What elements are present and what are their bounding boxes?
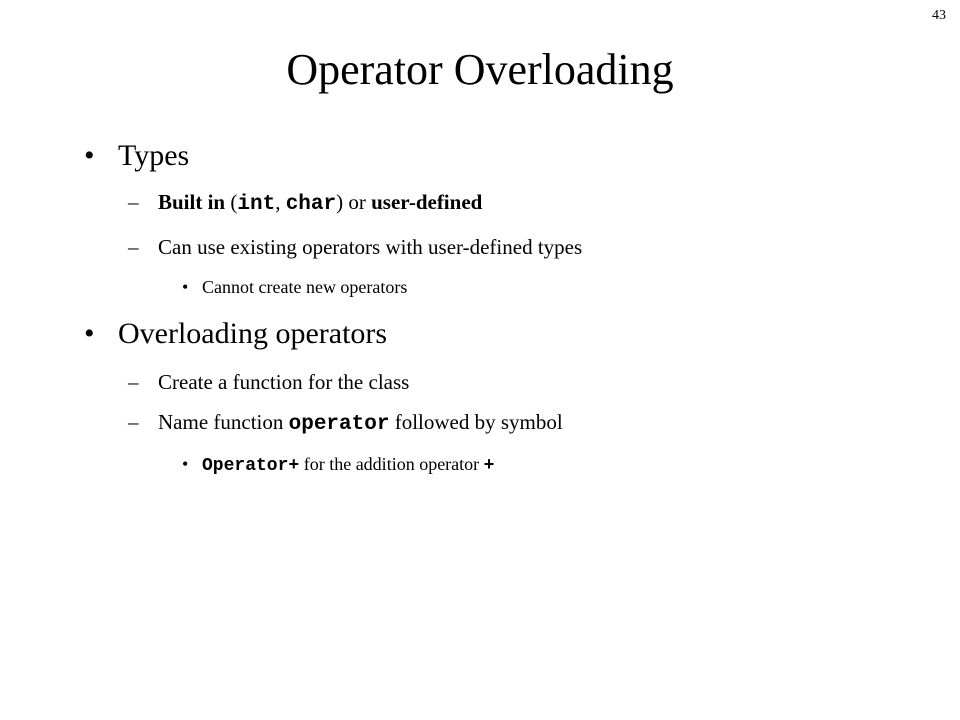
paren-open: ( [225, 190, 238, 214]
dash-icon: – [128, 235, 139, 259]
bullet-overloading-operators [84, 316, 387, 352]
int-keyword: int [237, 193, 276, 216]
dash-icon: – [128, 410, 139, 434]
plus-symbol: + [483, 456, 495, 476]
sub-sub-bullet-operator-plus [182, 453, 494, 477]
name-function-after: followed by symbol [389, 410, 563, 434]
paren-close: ) [336, 190, 344, 214]
operator-plus-text: for the addition operator [299, 454, 484, 474]
sub-bullet-create-function [128, 369, 409, 395]
dash-icon: – [128, 190, 139, 214]
operator-keyword: operator [288, 413, 390, 436]
bullet-types [84, 138, 189, 174]
name-function-before: Name function [158, 410, 289, 434]
char-keyword: char [285, 193, 337, 216]
bullet-types-label: Types [118, 139, 190, 172]
existing-operators-text: Can use existing operators with user-defined types [158, 235, 583, 259]
sub-bullet-existing-operators [128, 234, 582, 260]
operator-plus-code: Operator+ [202, 456, 300, 476]
sub-bullet-name-function [128, 409, 563, 438]
create-function-text: Create a function for the class [158, 370, 410, 394]
bullet-icon: • [84, 317, 95, 350]
bullet-icon: • [84, 139, 95, 172]
bullet-overloading-label: Overloading operators [118, 317, 388, 350]
built-in-label: Built in [158, 190, 226, 214]
sub-sub-bullet-cannot-create [182, 276, 407, 298]
or-text: or [343, 190, 372, 214]
bullet-icon: • [182, 277, 189, 297]
page-number: 43 [932, 8, 946, 23]
sub-bullet-built-in [128, 189, 482, 218]
dash-icon: – [128, 370, 139, 394]
user-defined-label: user-defined [371, 190, 483, 214]
cannot-create-text: Cannot create new operators [202, 277, 408, 297]
slide-title: Operator Overloading [286, 45, 674, 94]
comma: , [275, 190, 286, 214]
bullet-icon: • [182, 454, 189, 474]
